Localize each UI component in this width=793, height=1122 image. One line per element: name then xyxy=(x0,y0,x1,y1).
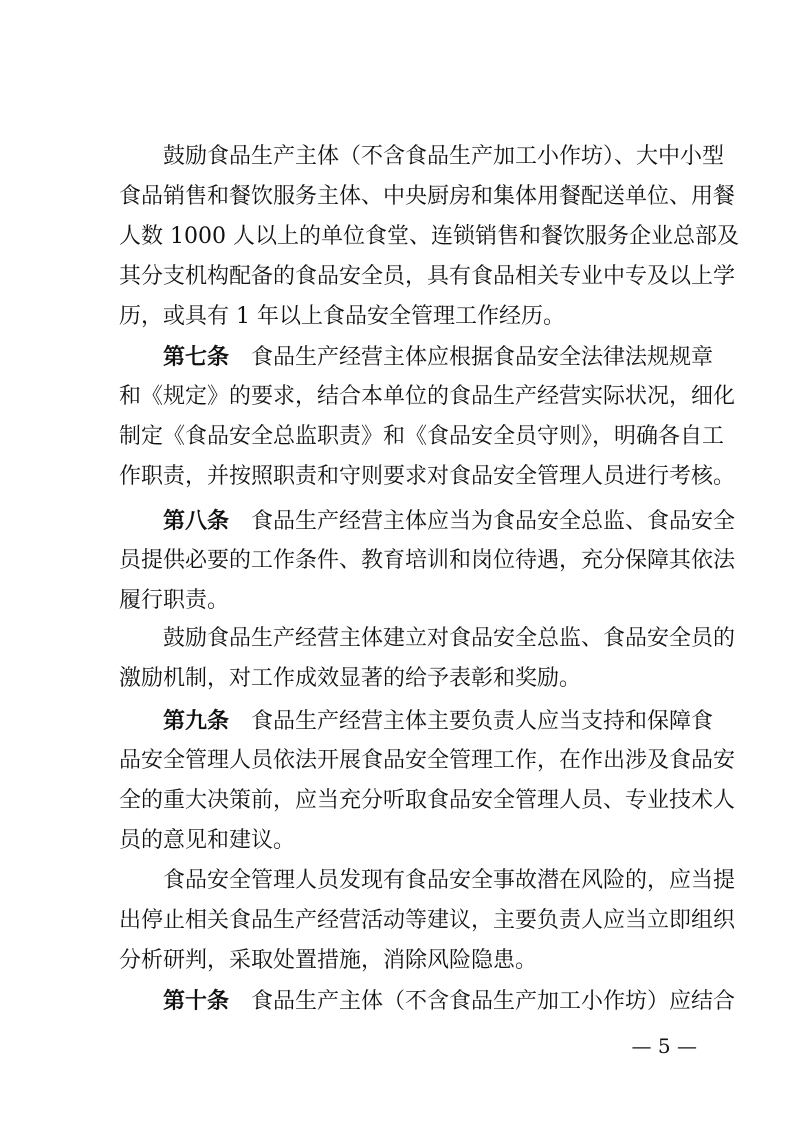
page-number: — 5 — xyxy=(631,1034,697,1058)
paragraph-line: 食品安全管理人员发现有食品安全事故潜在风险的，应当提 xyxy=(163,868,736,893)
article-text: 食品生产经营主体应根据食品安全法律法规规章 xyxy=(251,345,714,370)
paragraph-line: 激励机制，对工作成效显著的给予表彰和奖励。 xyxy=(119,666,582,691)
paragraph-line: 员的意见和建议。 xyxy=(119,828,296,853)
paragraph-line: 员提供必要的工作条件、教育培训和岗位待遇，充分保障其依法 xyxy=(119,548,736,573)
paragraph-line: 其分支机构配备的食品安全员，具有食品相关专业中专及以上学 xyxy=(119,264,736,289)
paragraph-line: 作职责，并按照职责和守则要求对食品安全管理人员进行考核。 xyxy=(119,464,736,489)
article-first-line xyxy=(119,706,714,736)
paragraph-line: 履行职责。 xyxy=(119,588,230,613)
paragraph-line: 鼓励食品生产主体（不含食品生产加工小作坊）、大中小型 xyxy=(163,144,725,169)
paragraph-line: 和《规定》的要求，结合本单位的食品生产经营实际状况，细化 xyxy=(119,384,736,409)
paragraph-line: 历，或具有 1 年以上食品安全管理工作经历。 xyxy=(119,304,565,329)
article-first-line xyxy=(119,986,736,1016)
paragraph-line: 食品销售和餐饮服务主体、中央厨房和集体用餐配送单位、用餐 xyxy=(119,184,736,209)
article-first-line xyxy=(119,342,714,372)
article-heading: 第十条 xyxy=(163,988,230,1014)
article-heading: 第七条 xyxy=(163,344,230,370)
paragraph-line: 全的重大决策前，应当充分听取食品安全管理人员、专业技术人 xyxy=(119,788,736,813)
article-text: 食品生产经营主体应当为食品安全总监、食品安全 xyxy=(251,509,736,534)
paragraph-line: 出停止相关食品生产经营活动等建议，主要负责人应当立即组织 xyxy=(119,908,736,933)
paragraph-line: 鼓励食品生产经营主体建立对食品安全总监、食品安全员的 xyxy=(163,626,736,651)
paragraph-line: 制定《食品安全总监职责》和《食品安全员守则》，明确各自工 xyxy=(119,424,725,449)
article-heading: 第八条 xyxy=(163,508,230,534)
article-first-line xyxy=(119,506,736,536)
article-text: 食品生产经营主体主要负责人应当支持和保障食 xyxy=(251,709,714,734)
paragraph-line: 品安全管理人员依法开展食品安全管理工作，在作出涉及食品安 xyxy=(119,748,736,773)
article-text: 食品生产主体（不含食品生产加工小作坊）应结合 xyxy=(251,989,736,1014)
article-heading: 第九条 xyxy=(163,708,230,734)
paragraph-line: 分析研判，采取处置措施，消除风险隐患。 xyxy=(119,948,538,973)
paragraph-line: 人数 1000 人以上的单位食堂、连锁销售和餐饮服务企业总部及 xyxy=(119,224,739,249)
